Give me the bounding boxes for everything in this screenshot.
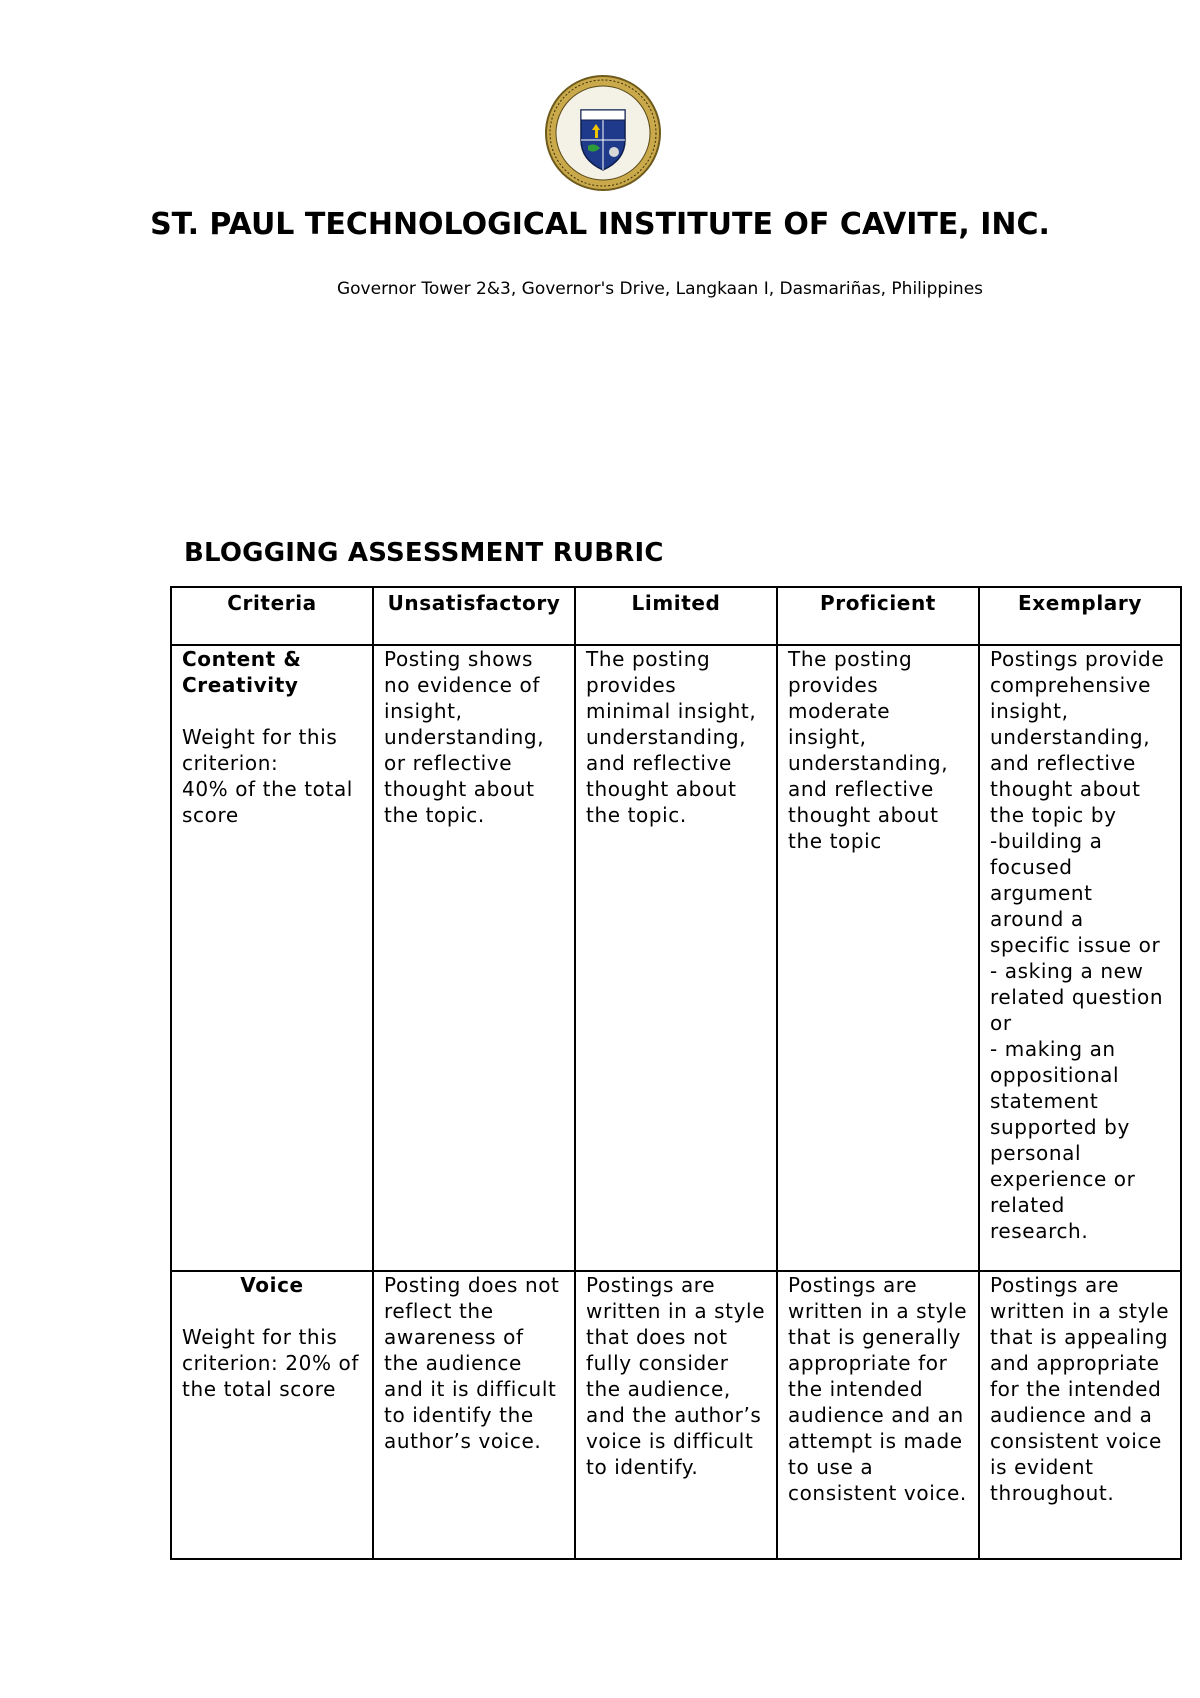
- table-row: [171, 1271, 1181, 1559]
- criterion-weight: Weight for this criterion: 40% of the total score: [182, 725, 353, 827]
- rubric-title: BLOGGING ASSESSMENT RUBRIC: [184, 538, 664, 568]
- criterion-cell: [171, 645, 373, 1271]
- column-header-unsatisfactory: Unsatisfactory: [373, 587, 575, 645]
- unsatisfactory-cell: Posting does not reflect the awareness of the audience and it is difficult to identify the author’s voice.: [373, 1271, 575, 1559]
- table-row: [171, 645, 1181, 1271]
- exemplary-cell: Postings provide comprehensive insight, understanding, and reflective thought about the topic by -building a focused argument around a specific issue or - asking a new related question or - making an oppositional statement supported by personal experience or related research.: [979, 645, 1181, 1271]
- institution-name: ST. PAUL TECHNOLOGICAL INSTITUTE OF CAVITE, INC.: [150, 207, 1050, 242]
- proficient-cell: The posting provides moderate insight, understanding, and reflective thought about the topic: [777, 645, 979, 1271]
- column-header-limited: Limited: [575, 587, 777, 645]
- proficient-cell: Postings are written in a style that is generally appropriate for the intended audience and an attempt is made to use a consistent voice.: [777, 1271, 979, 1559]
- criterion-weight: Weight for this criterion: 20% of the total score: [182, 1325, 359, 1401]
- criterion-title: Content & Creativity: [182, 647, 302, 697]
- rubric-table: [170, 586, 1182, 1560]
- criterion-cell: [171, 1271, 373, 1559]
- column-header-exemplary: Exemplary: [979, 587, 1181, 645]
- limited-cell: Postings are written in a style that does not fully consider the audience, and the author’s voice is difficult to identify.: [575, 1271, 777, 1559]
- column-header-criteria: Criteria: [171, 587, 373, 645]
- school-seal-logo: [544, 74, 662, 192]
- institution-address: Governor Tower 2&3, Governor's Drive, Langkaan I, Dasmariñas, Philippines: [336, 279, 984, 299]
- rubric-header-row: [171, 587, 1181, 645]
- school-seal-icon: [544, 74, 662, 192]
- unsatisfactory-cell: Posting shows no evidence of insight, understanding, or reflective thought about the topic.: [373, 645, 575, 1271]
- criterion-title: Voice: [240, 1273, 304, 1297]
- limited-cell: The posting provides minimal insight, understanding, and reflective thought about the topic.: [575, 645, 777, 1271]
- column-header-proficient: Proficient: [777, 587, 979, 645]
- exemplary-cell: Postings are written in a style that is appealing and appropriate for the intended audience and a consistent voice is evident throughout.: [979, 1271, 1181, 1559]
